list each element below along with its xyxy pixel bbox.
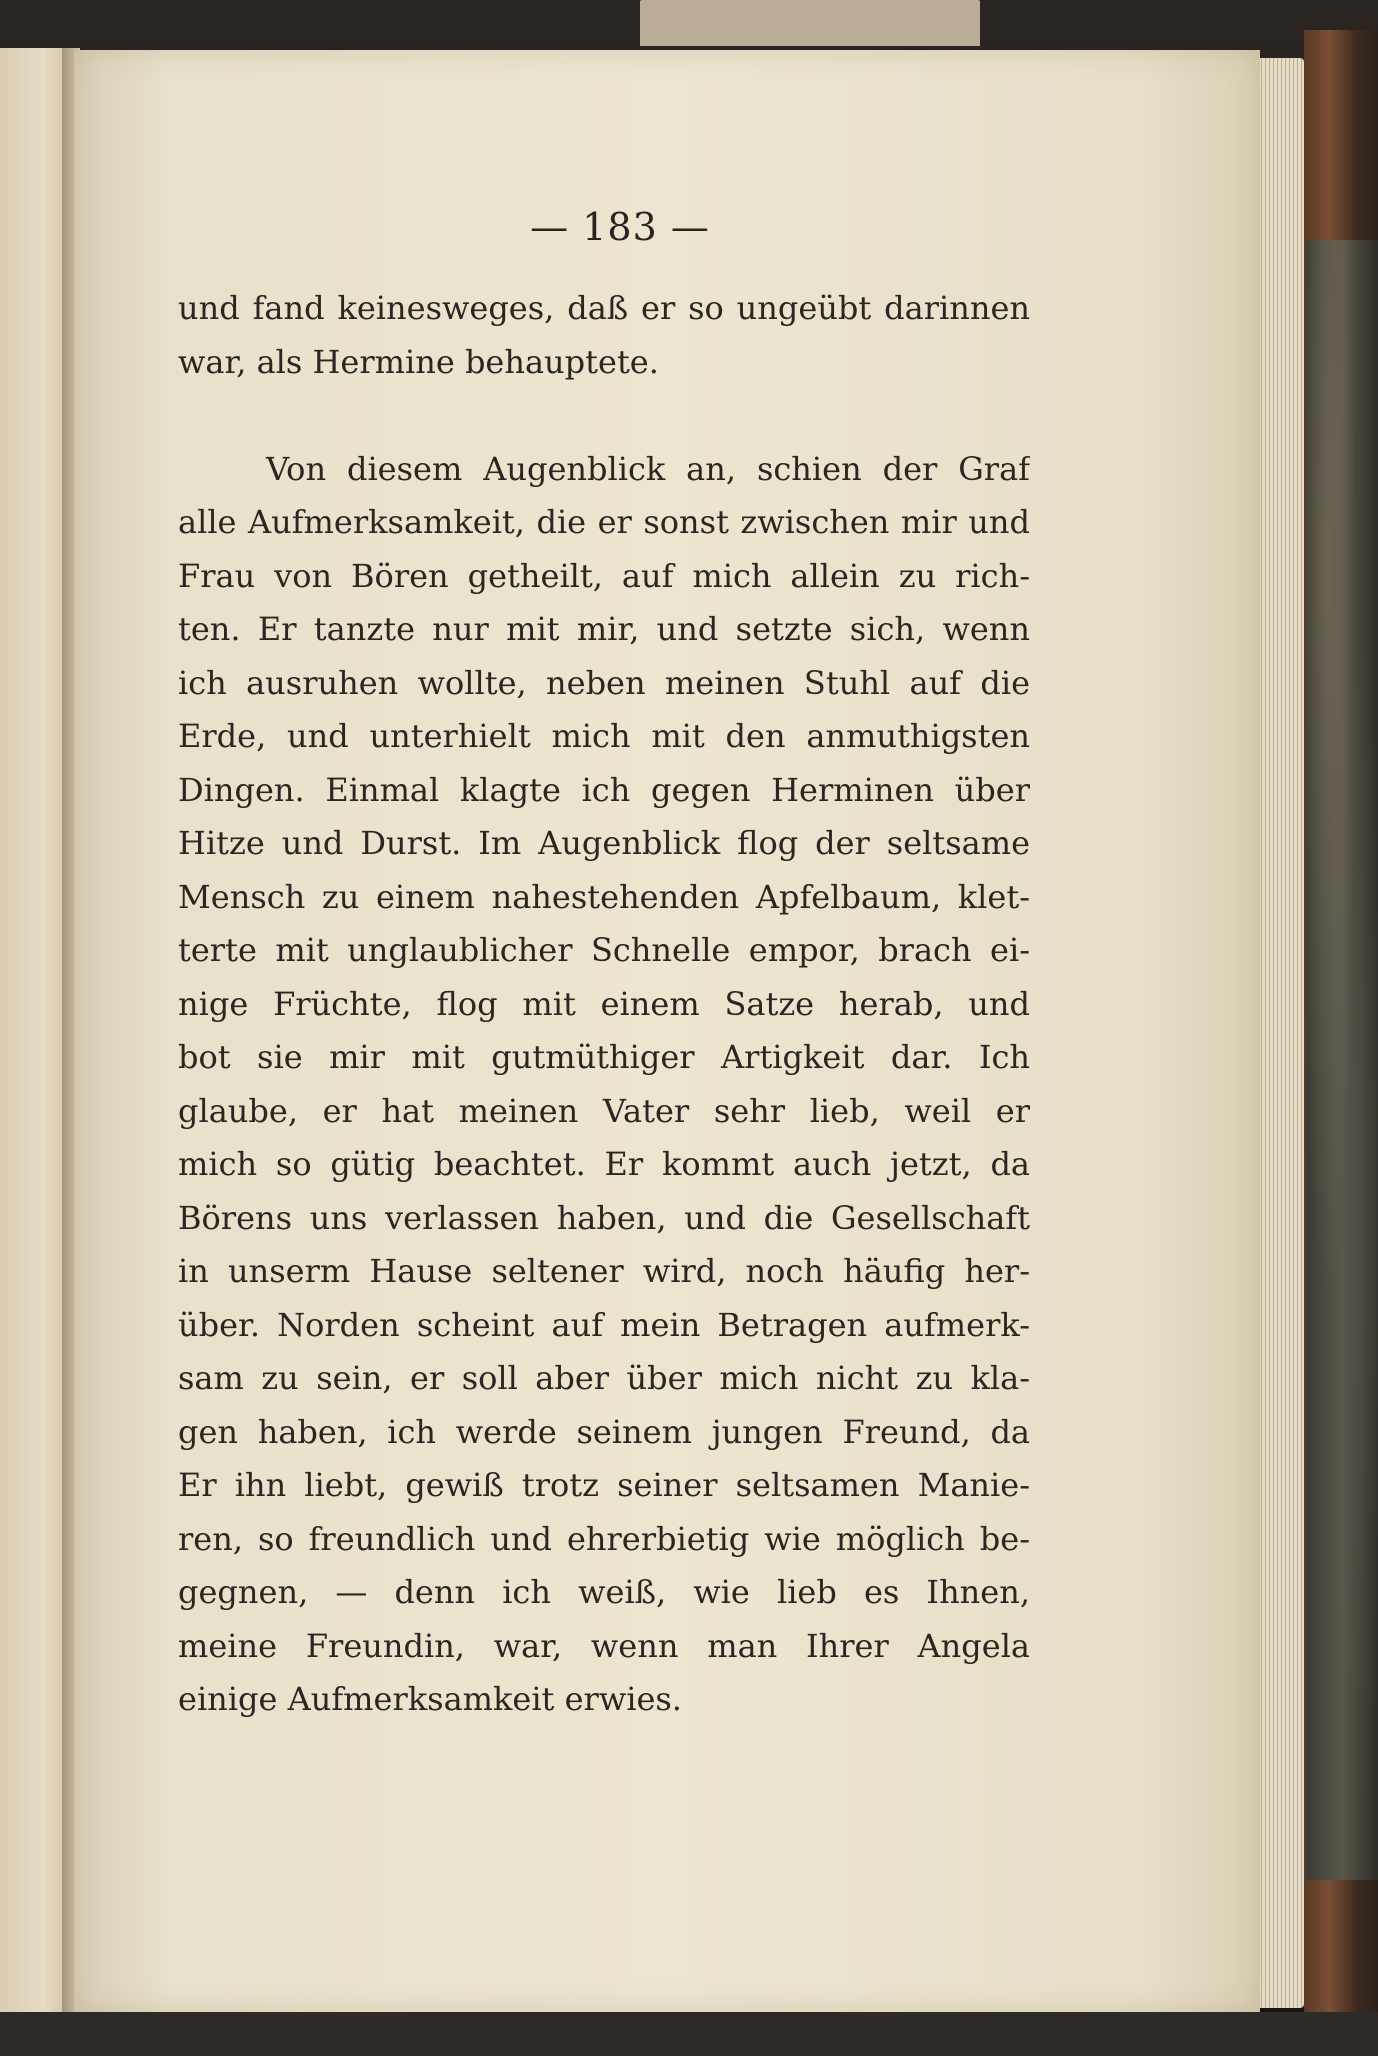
- text-line: mich so gütig beachtet. Er kommt auch jetzt, da: [178, 1145, 1030, 1183]
- page-edges: [1258, 58, 1304, 2008]
- paragraph-gap: [178, 389, 1030, 443]
- text-line: terte mit unglaublicher Schnelle empor, brach ei-: [178, 931, 1030, 969]
- text-line: glaube, er hat meinen Vater sehr lieb, weil er: [178, 1091, 1030, 1130]
- text-line: alle Aufmerksamkeit, die er sonst zwischen mir und: [178, 503, 1030, 541]
- text-line: Von diesem Augenblick an, schien der Graf: [266, 449, 1030, 488]
- text-line: Dingen. Einmal klagte ich gegen Herminen über: [178, 770, 1030, 809]
- text-line: Erde, und unterhielt mich mit den anmuthigsten: [178, 717, 1030, 755]
- text-line: war, als Hermine behauptete.: [178, 342, 659, 381]
- text-line: über. Norden scheint auf mein Betragen aufmerk-: [178, 1305, 1030, 1344]
- text-line: ten. Er tanzte nur mit mir, und setzte sich, wenn: [178, 610, 1030, 648]
- text-line: Börens uns verlassen haben, und die Gesellschaft: [178, 1198, 1030, 1237]
- binding-tab: [640, 0, 980, 46]
- body-text: [178, 282, 1030, 1727]
- text-line: ren, so freundlich und ehrerbietig wie möglich be-: [178, 1519, 1030, 1558]
- text-line: einige Aufmerksamkeit erwies.: [178, 1680, 682, 1718]
- text-line: Er ihn liebt, gewiß trotz seiner seltsamen Manie-: [178, 1466, 1030, 1504]
- text-line: Hitze und Durst. Im Augenblick flog der seltsame: [178, 824, 1030, 862]
- text-line: sam zu sein, er soll aber über mich nicht zu kla-: [178, 1359, 1030, 1397]
- text-line: Mensch zu einem nahestehenden Apfelbaum, klet-: [178, 877, 1030, 916]
- page-number: — 183 —: [530, 205, 710, 249]
- text-line: nige Früchte, flog mit einem Satze herab, und: [178, 984, 1030, 1023]
- bottom-edge: [0, 2012, 1378, 2056]
- text-line: bot sie mir mit gutmüthiger Artigkeit dar. Ich: [178, 1038, 1030, 1076]
- text-line: Frau von Bören getheilt, auf mich allein zu rich-: [178, 556, 1030, 595]
- text-line: und fand keinesweges, daß er so ungeübt darinnen: [178, 289, 1030, 327]
- text-line: gen haben, ich werde seinem jungen Freund, da: [178, 1412, 1030, 1451]
- text-line: in unserm Hause seltener wird, noch häufig her-: [178, 1252, 1030, 1290]
- text-line: ich ausruhen wollte, neben meinen Stuhl auf die: [178, 663, 1030, 702]
- marbled-cover: [1306, 240, 1378, 1880]
- text-line: meine Freundin, war, wenn man Ihrer Angela: [178, 1626, 1030, 1665]
- text-line: gegnen, — denn ich weiß, wie lieb es Ihnen,: [178, 1573, 1030, 1611]
